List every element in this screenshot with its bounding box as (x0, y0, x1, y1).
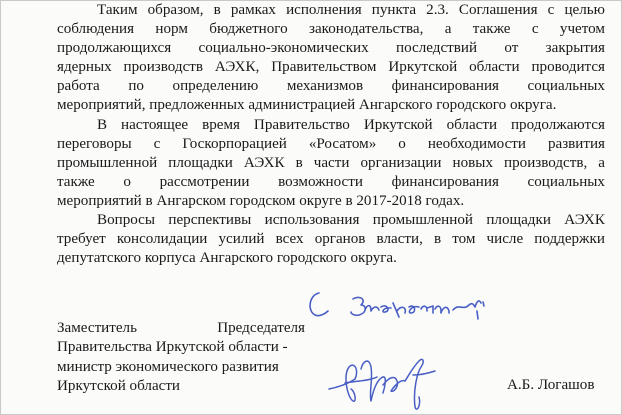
text-word: а (444, 21, 452, 38)
text-word: по (128, 78, 144, 95)
text-word: поддержки (534, 231, 605, 248)
text-line: мероприятий, предложенных администрацией Ангарского городского округа. (57, 97, 557, 114)
text-line (57, 1, 605, 20)
text-word: площадки (168, 154, 233, 171)
signatory-word: Председателя (217, 320, 305, 336)
text-word: учетом (559, 21, 605, 38)
text-word: норм (155, 21, 188, 38)
text-word: с (547, 2, 555, 18)
signer-name: А.Б. Логашов (507, 377, 595, 393)
text-word: Таким (97, 2, 138, 18)
text-word: также (472, 21, 511, 38)
signatory-title (57, 319, 305, 396)
text-word: организации (360, 154, 442, 171)
text-word: законодательства, (309, 21, 424, 38)
text-word: последствий (396, 40, 478, 57)
text-word: рамках (230, 2, 276, 18)
text-word: новых (452, 154, 493, 171)
signatory-line-2: Правительства Иркутской области - (57, 339, 288, 356)
text-word: требует (57, 231, 106, 248)
text-word: производств, (504, 154, 588, 171)
text-word: в (213, 2, 221, 18)
text-line (57, 58, 605, 77)
text-word: продолжаются (510, 116, 605, 133)
text-line (57, 77, 605, 96)
text-line: мероприятий в Ангарском городском округе в 2017-2018 годах. (57, 192, 465, 209)
text-line (57, 116, 605, 135)
text-word: перспективы (168, 212, 252, 229)
text-word: усилий (218, 231, 265, 248)
text-word: рассмотрении (159, 173, 250, 190)
text-word: в (433, 231, 442, 248)
text-word: соблюдения (57, 21, 135, 38)
text-word: всех (275, 231, 304, 248)
text-word: площадки (486, 212, 551, 229)
text-word: области (469, 59, 520, 76)
text-word: работа (57, 78, 100, 95)
letter-body (57, 1, 605, 268)
text-word: АЭХК (564, 212, 605, 229)
text-word: том (452, 231, 476, 248)
text-line (57, 211, 605, 230)
text-word: числе (486, 231, 524, 248)
text-word: Вопросы (97, 212, 156, 229)
text-word: АЭХК, (214, 59, 260, 76)
text-word: АЭХК (243, 154, 285, 171)
text-word: производств (123, 59, 203, 76)
text-word: социальных (527, 78, 605, 95)
text-word: Правительство (253, 116, 350, 133)
text-word: также (57, 173, 95, 190)
text-word: проводится (531, 59, 605, 76)
text-word: исполнения (286, 2, 362, 18)
text-word: области (446, 116, 498, 133)
text-word: о (398, 135, 406, 152)
text-word: определению (172, 78, 259, 95)
text-line (57, 39, 605, 58)
signatory-line-3: министр экономического развития (57, 358, 279, 375)
text-word: время (202, 116, 240, 133)
text-word: пункта (371, 2, 417, 18)
text-word: настоящее (121, 116, 189, 133)
text-word: в (295, 154, 303, 171)
text-line (57, 135, 605, 154)
text-word: необходимости (427, 135, 526, 152)
text-word: о (123, 173, 131, 190)
text-word: социальных (527, 173, 605, 190)
text-line (57, 154, 605, 173)
signatory-word: Заместитель (57, 320, 137, 336)
text-word: закрытия (545, 40, 605, 57)
text-word: Иркутской (363, 116, 433, 133)
text-word: продолжающихся (57, 40, 172, 57)
text-word: переговоры (57, 135, 132, 152)
text-word: социально-экономических (198, 40, 369, 57)
text-word: «Росатом» (308, 135, 377, 152)
text-word: с (153, 135, 161, 152)
text-word: механизмов (286, 78, 364, 95)
text-word: финансирования (391, 173, 499, 190)
text-word: финансирования (391, 78, 499, 95)
text-word: органов (314, 231, 366, 248)
text-word: бюджетного (209, 21, 288, 38)
text-word: Соглашения (458, 2, 538, 18)
text-word: с (531, 21, 539, 38)
text-word: ядерных (57, 59, 112, 76)
text-word: Госкорпорацией (182, 135, 287, 152)
text-word: 2.3. (426, 2, 449, 18)
text-word: власти, (376, 231, 423, 248)
text-word: развития (547, 135, 605, 152)
text-word: консолидации (116, 231, 208, 248)
signatory-line-4: Иркутской области (57, 377, 181, 394)
text-line (57, 230, 605, 249)
text-word: В (97, 116, 108, 133)
text-word: промышленной (372, 212, 473, 229)
text-word: возможности (278, 173, 363, 190)
text-word: Правительством (271, 59, 377, 76)
handwritten-regards (301, 281, 501, 331)
text-word: промышленной (57, 154, 158, 171)
text-word: использования (264, 212, 360, 229)
text-word: от (504, 40, 519, 57)
text-line (57, 173, 605, 192)
text-word: Иркутской (388, 59, 458, 76)
text-line: депутатского корпуса Ангарского городского округа. (57, 250, 397, 267)
handwritten-signature (325, 331, 445, 415)
text-word: целью (564, 2, 605, 18)
text-line (57, 20, 605, 39)
text-word: образом, (147, 2, 204, 18)
signatory-line-1 (57, 319, 305, 338)
text-word: а (598, 154, 605, 171)
text-word: части (313, 154, 350, 171)
